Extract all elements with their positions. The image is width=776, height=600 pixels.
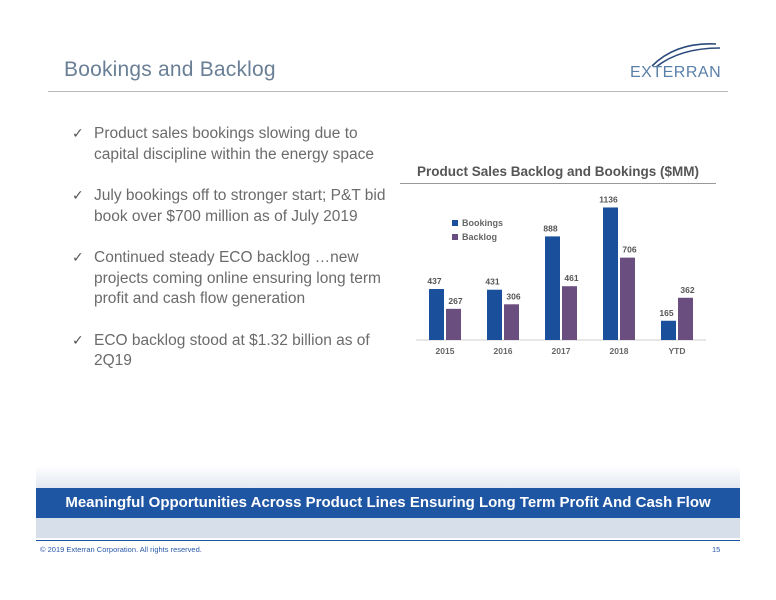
chart-title: Product Sales Backlog and Bookings ($MM): [416, 164, 700, 179]
chart-plot: [400, 160, 730, 380]
legend-swatch: [452, 234, 458, 240]
data-label: 267: [448, 295, 463, 306]
bullet-text: Product sales bookings slowing due to capital discipline within the energy space: [94, 125, 375, 163]
bar-backlog: [678, 298, 693, 340]
data-label: 431: [485, 276, 500, 287]
checkmark-icon: ✓: [72, 250, 84, 266]
slide-title: Bookings and Backlog: [64, 58, 276, 81]
checkmark-icon: ✓: [72, 188, 84, 204]
bar-bookings: [603, 207, 618, 340]
page-number: 15: [712, 545, 721, 554]
bullet-item: [72, 124, 392, 165]
bar-bookings: [661, 321, 676, 340]
banner-underlay: [36, 518, 740, 538]
footer-divider: [36, 540, 740, 541]
x-tick-label: YTD: [668, 346, 686, 356]
bar-backlog: [562, 286, 577, 340]
bar-backlog: [504, 304, 519, 340]
banner-fade: [36, 466, 740, 488]
bar-bookings: [429, 289, 444, 340]
data-label: 888: [543, 223, 558, 234]
data-label: 1136: [599, 194, 618, 205]
data-label: 165: [659, 307, 674, 318]
bullet-text: July bookings off to stronger start; P&T bid book over $700 million as of July 2019: [94, 187, 386, 225]
bullet-item: [72, 186, 392, 227]
bullet-item: [72, 331, 392, 372]
bar-bookings: [545, 236, 560, 340]
bar-backlog: [620, 258, 635, 340]
x-tick-label: 2015: [435, 346, 455, 356]
bar-bookings: [487, 290, 502, 340]
backlog-bookings-chart: [400, 160, 730, 380]
x-tick-label: 2018: [609, 346, 629, 356]
data-label: 362: [680, 284, 695, 295]
bullet-item: [72, 248, 392, 310]
checkmark-icon: ✓: [72, 332, 84, 349]
data-label: 461: [564, 273, 579, 284]
legend-label: Bookings: [462, 218, 504, 228]
logo-wordmark: EXTERRAN: [630, 64, 722, 81]
title-divider: [48, 91, 728, 92]
bullet-text: ECO backlog stood at $1.32 billion as of 2Q19: [94, 331, 370, 369]
bullet-list: [72, 124, 392, 393]
checkmark-icon: ✓: [72, 126, 84, 142]
data-label: 437: [427, 276, 442, 287]
bar-backlog: [446, 309, 461, 340]
x-tick-label: 2016: [493, 346, 513, 356]
copyright-text: © 2019 Exterran Corporation. All rights reserved.: [40, 545, 202, 554]
legend-label: Backlog: [462, 232, 498, 242]
legend-swatch: [452, 220, 458, 226]
bullet-text: Continued steady ECO backlog …new projects coming online ensuring long term profit and cash flow generation: [94, 249, 381, 307]
data-label: 706: [622, 244, 637, 255]
x-tick-label: 2017: [551, 346, 571, 356]
data-label: 306: [506, 291, 521, 302]
exterran-logo: [630, 40, 722, 86]
summary-banner: Meaningful Opportunities Across Product Lines Ensuring Long Term Profit And Cash Flow: [36, 488, 740, 518]
